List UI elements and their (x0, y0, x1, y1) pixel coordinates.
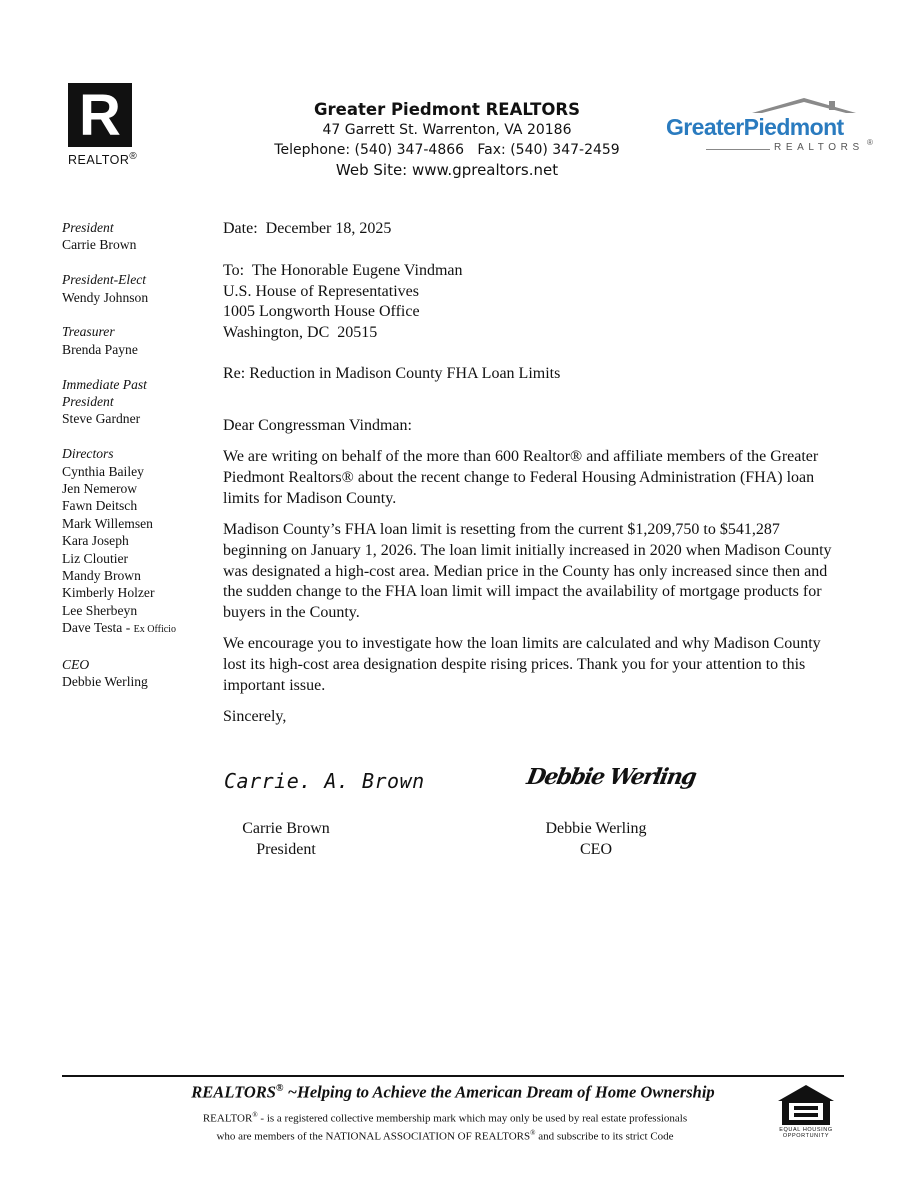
eho-line1: EQUAL HOUSING (779, 1127, 833, 1133)
officer-role: President-Elect (62, 272, 147, 288)
org-name: Greater Piedmont REALTORS (313, 100, 581, 119)
recipient-line: Washington, DC 20515 (223, 324, 378, 342)
realtor-logo (68, 83, 152, 169)
director-name: Mandy Brown (62, 568, 141, 584)
org-website: Web Site: www.gprealtors.net (335, 161, 559, 179)
note-text: and subscribe to its strict Code (535, 1130, 674, 1143)
officer-name: Brenda Payne (62, 341, 138, 357)
letter-date: Date: December 18, 2025 (223, 220, 392, 237)
officer-role: President (62, 394, 114, 410)
subject-line: Re: Reduction in Madison County FHA Loan Limits (223, 364, 561, 382)
org-header (240, 99, 654, 181)
officer-role: CEO (62, 657, 90, 673)
signer-name: Debbie Werling (545, 820, 647, 837)
realtor-logo-word (68, 151, 137, 167)
eho-line2: OPPORTUNITY (782, 1133, 830, 1139)
salutation: Dear Congressman Vindman: (223, 416, 412, 434)
officer-group-ceo (62, 656, 212, 691)
org-phone-fax: Telephone: (540) 347-4866 Fax: (540) 347-2459 (274, 142, 620, 158)
gp-logo-sub: REALTORS (774, 142, 864, 153)
recipient-line: 1005 Longworth House Office (223, 303, 420, 321)
officer-group-directors (62, 445, 212, 638)
note-text: REALTOR (202, 1112, 253, 1125)
realtor-logo-word-text: REALTOR (68, 153, 130, 168)
org-address: 47 Garrett St. Warrenton, VA 20186 (322, 122, 572, 138)
gp-logo-word: GreaterPiedmont (666, 114, 844, 140)
note-text: - is a registered collective membership mark which may only be used by real estate professionals (257, 1112, 688, 1125)
ex-officio-label: Ex Officio (133, 624, 176, 636)
signature-block (223, 764, 835, 864)
letter-body (223, 219, 835, 728)
signature-carrie-brown: Carrie. A. Brown (224, 769, 425, 793)
director-name-text: Dave Testa - (62, 620, 134, 636)
realtor-logo-letter: R (79, 83, 121, 148)
note-text: who are members of the NATIONAL ASSOCIATION OF REALTORS (216, 1130, 531, 1143)
director-name: Jen Nemerow (62, 481, 138, 497)
signer-title: President (256, 840, 316, 858)
officer-name: Wendy Johnson (62, 289, 149, 305)
officer-role: President (62, 220, 114, 235)
gp-logo-reg: ® (867, 138, 873, 147)
officer-name: Carrie Brown (62, 237, 137, 253)
director-name: Cynthia Bailey (62, 463, 144, 479)
director-name: Mark Willemsen (62, 515, 153, 531)
officer-group-treasurer (62, 323, 212, 358)
officer-role: Immediate Past (62, 376, 147, 392)
recipient-line: U.S. House of Representatives (223, 282, 419, 300)
director-name: Liz Cloutier (62, 550, 129, 566)
recipient-address (223, 261, 835, 344)
signer-carrie-brown (223, 819, 349, 861)
signature-debbie-werling: Debbie Werling (524, 764, 698, 790)
officer-group-president-elect (62, 271, 212, 306)
officer-group-president (62, 219, 212, 254)
director-name-ex-officio (62, 619, 212, 638)
realtor-logo-reg: ® (129, 151, 138, 162)
slogan-part2: ~Helping to Achieve the American Dream of Home Ownership (283, 1082, 715, 1102)
director-name: Kara Joseph (62, 533, 129, 549)
recipient-line: To: The Honorable Eugene Vindman (223, 261, 463, 279)
footer-trademark-note (120, 1108, 770, 1143)
officer-role: Directors (62, 446, 114, 462)
body-paragraph: We encourage you to investigate how the loan limits are calculated and why Madison County lost its high-cost area designation despite rising prices. Thank you for your attention to this important issue. (223, 635, 821, 695)
director-name: Fawn Deitsch (62, 498, 138, 514)
footer-note-line (120, 1108, 770, 1126)
greater-piedmont-logo (664, 97, 879, 159)
closing: Sincerely, (223, 708, 287, 726)
footer-note-line (120, 1126, 770, 1144)
body-paragraph: Madison County’s FHA loan limit is resetting from the current $1,209,750 to $541,287 beginning on January 1, 2026. The loan limit initially increased in 2020 when Madison County was designated a high-cost area. Median price in the County has only increased since then and the sudden change to the FHA loan limit will impact the availability of mortgage products for buyers in the County. (223, 520, 832, 622)
officer-name: Debbie Werling (62, 674, 148, 690)
footer-slogan (62, 1078, 844, 1104)
gp-logo-rule (706, 149, 770, 150)
officer-group-immediate-past (62, 376, 212, 428)
footer-divider (62, 1075, 844, 1077)
slogan-reg: ® (275, 1083, 284, 1094)
signer-debbie-werling (528, 819, 664, 861)
director-name: Lee Sherbeyn (62, 602, 138, 618)
equal-housing-logo (776, 1083, 836, 1141)
signer-title: CEO (580, 840, 612, 858)
slogan-part1: REALTORS (191, 1082, 276, 1102)
officers-sidebar (62, 219, 212, 708)
equal-housing-opportunity-icon (776, 1083, 836, 1127)
note-reg: ® (252, 1111, 258, 1119)
body-paragraph: We are writing on behalf of the more than 600 Realtor® and affiliate members of the Greater Piedmont Realtors® about the recent change to Federal Housing Administration (FHA) loan limits for Madison County. (223, 448, 819, 507)
note-reg: ® (530, 1128, 536, 1137)
officer-role: Treasurer (62, 324, 115, 340)
director-name: Kimberly Holzer (62, 585, 155, 601)
signer-name: Carrie Brown (242, 820, 330, 837)
officer-name: Steve Gardner (62, 411, 141, 427)
